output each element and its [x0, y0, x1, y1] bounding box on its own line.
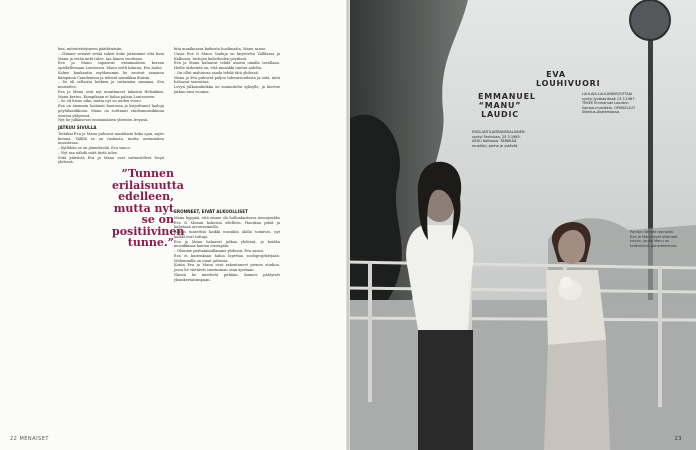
- subheading: ERONNEET, EIVÄT ALKUOLLISET: [174, 209, 248, 214]
- text-column-1: [58, 47, 164, 165]
- paragraph: Eva ja Manu haluavat tehdä asioita omalla tavallaan. Heille tärkeintä on, että musiikki tuntuu aidolta.: [174, 61, 280, 70]
- paragraph: Tottakai Eva ja Manu puhuvat musiikista koko ajan, myös kotona. Välillä se on raskasta, mutta useimmiten innostavaa.: [58, 131, 164, 146]
- paragraph: – Olemme parhaimmillamme yhdessä, Eva sanoo.: [174, 249, 265, 253]
- paragraph: Eva ja Manu ovat nyt muuttaneet takaisin Helsinkiin, Manu kertoo. Kumpikaan ei halua palata Lontooseen.: [58, 89, 164, 99]
- portrait-photo: [348, 0, 696, 450]
- paragraph: Eva ei kuitenkaan halua lopettaa sooloprojektejaan. Molemmilla on omat juttunsa.: [174, 253, 280, 263]
- paragraph: bita maailmassa kaikesta huolimatta, Manu sanoo.: [174, 47, 267, 51]
- pull-quote: ”Tunnen erilaisuutta edelleen, mutta nyt se on positiivinen tunne.”: [112, 167, 185, 249]
- name-manu: EMMANUEL “MANU” LAUDIC: [478, 92, 536, 119]
- page-gutter: [346, 0, 350, 450]
- paragraph: – Se oli hieno aika, mutta nyt on uuden vuoro.: [58, 99, 142, 104]
- paragraph: – Se oli sellaista hetkien ja sattumien summaa, Eva muistelee.: [58, 80, 164, 89]
- paragraph: Eva on aiemmin laulanut kuorossa ja kirjoittanut lauluja pöytälaatikkoon. Manu on soittanut studiomuusikkona useissa yhtyeissä.: [58, 104, 164, 118]
- paragraph: Uusia Eva & Manu -lauluja on kirjoitettu Vallilassa ja Kalliossa, tuttujen kahviloiden pöydissä.: [174, 51, 280, 61]
- paragraph: baa, mitenteistytneen päättämisiin.: [58, 47, 123, 51]
- folio-right: 23: [674, 436, 682, 442]
- paragraph: Manu ja Eva puhuvat paljon tulevaisuudesta ja siitä, mitä haluavat saavuttaa.: [174, 75, 280, 85]
- text-column-2: [174, 47, 280, 95]
- text-column-3: [174, 207, 280, 282]
- bio-manu: ENGLANTILAISRANSKALAINEN syntyi Pariisissa, 25.3.1985. ASUU Kalliossa. TÄRKEÄÄ musiikki, perhe ja ystävät.: [472, 130, 525, 148]
- paragraph: – On ollut mahtavaa saada tehdä tätä yhdessä.: [174, 70, 259, 75]
- bio-eva: LAULAJA-LAULUNKIRJOITTAJA syntyi Jyväskylässä 23.3.1987. TEKEE Emmanuel Laudicin kanssa musiikkia. OPISKELLUT Sibelius-Akatemiassa.: [582, 92, 636, 115]
- paragraph: Ennen tuntettiin kaikki musiikin alalla toimivat, nyt kaikki ovat tuttuja.: [174, 230, 280, 239]
- paragraph: – Olimme veineet vetää rakeit koko juttuimme että kuin Manu ja vetää mitä tulee, taa hänen vuoriinsa.: [58, 51, 164, 61]
- paragraph: – Kyllähän se on jännittävää, Eva sanoo.: [58, 146, 131, 150]
- paragraph: Nimeä he miettivät pitkään, kunnes päätyivät yksinkertaisimpaan.: [174, 272, 280, 282]
- paragraph: Eva ja Manu haluavat jatkaa yhdessä, ja heidän musiikkinsa kantaa eteenpäin.: [174, 239, 280, 249]
- paragraph: Levyn julkaisukeikka on suunniteltu syksylle, ja kiertue jatkuu ensi vuonna.: [174, 85, 280, 94]
- paragraph: Kotiin Eva ja Manu ovat rakentaneet pienen studion, jossa he viettävät suurimman osan ajastaan.: [174, 263, 280, 272]
- paragraph: Manu hyppää, että emme ole hullunkuriseva menojoukko Eva & Manun kokoisia edelleen. Hauskaa pitää ja kuljetaan arvonvainiolla.: [174, 215, 280, 230]
- subheading: JATKUU SIVULLA: [58, 125, 97, 130]
- paragraph: Siitä päivästä Eva ja Manu ovat valmistelleet levyä yhdessä.: [58, 155, 164, 165]
- folio-left: 22 MENAISET: [10, 436, 49, 442]
- paragraph: Nyt he julkaisevat ensimmäisen yhteisen levynsä.: [58, 118, 149, 123]
- paragraph: Kolme kuukautta myöhemmin he asuivat samassa kämpässä Camdenissa ja tekivät musiikkia iltaisin.: [58, 70, 164, 80]
- paragraph: – Nyt saa nähdä mitä tästä tulee.: [58, 150, 119, 155]
- photo-caption: Pariisin Seinen rannoilla Eva ja Manu ovat ottaneet kuvan, jonka Manu on tallentanut puhelimeensa.: [630, 230, 678, 248]
- paragraph: Eva ja Manu tapasivat ensimmäisen kerran opiskellessaan Lontoossa. Manu soitti kitaraa, Eva lauloi.: [58, 61, 164, 70]
- name-eva: EVA LOUHIVUORI: [536, 70, 601, 88]
- right-page: [348, 0, 696, 450]
